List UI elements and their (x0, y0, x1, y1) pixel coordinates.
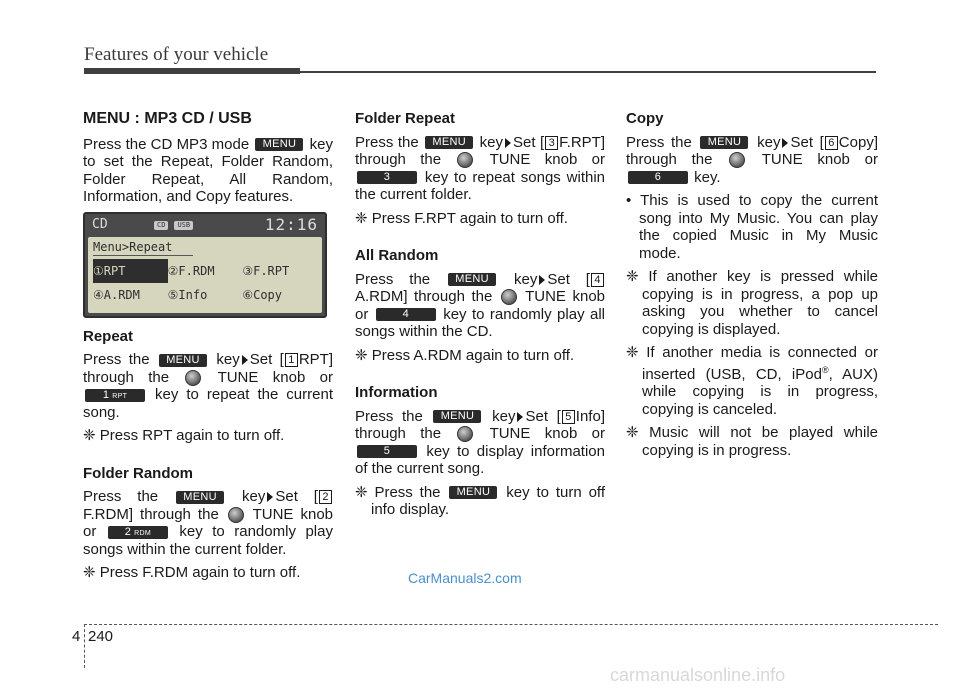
folder-repeat-heading: Folder Repeat (355, 110, 456, 127)
screen-row-2 (93, 283, 317, 307)
tune-knob-icon (501, 289, 517, 305)
tune-knob-icon (228, 507, 244, 523)
column-3 (626, 110, 878, 465)
screen-item-rpt: ①RPT (93, 259, 168, 283)
number-2-icon: 2 (319, 490, 332, 504)
arrow-right-icon (267, 492, 273, 502)
menu-key-icon: MENU (700, 136, 748, 149)
folder-random-note: ❈ Press F.RDM again to turn off. (83, 564, 301, 581)
screen-usb-tag: USB (174, 221, 193, 230)
header-rule (300, 71, 876, 73)
copy-bullet: • This is used to copy the current song into My Music. You can play the copied Music in My Music mode. (626, 192, 878, 262)
menu-key-icon: MENU (433, 410, 481, 423)
menu-key-icon: MENU (425, 136, 473, 149)
menu-key-icon: MENU (159, 354, 207, 367)
screen-clock: 12:16 (264, 215, 318, 235)
chapter-number: 4 (72, 628, 81, 645)
copy-note-3: ❈ Music will not be played while copying is in progress. (626, 424, 878, 459)
number-1-icon: 1 (285, 353, 298, 367)
menu-key-icon: MENU (255, 138, 303, 151)
folder-random-paragraph: Press the MENU key Set [ 2 F.RDM] through the TUNE knob or 2 RDM key to randomly play songs within the current folder. (83, 488, 334, 558)
header-title: Features of your vehicle (84, 44, 269, 65)
tune-knob-icon (457, 426, 473, 442)
section-title: MENU : MP3 CD / USB (83, 110, 252, 127)
number-6-icon: 6 (825, 136, 838, 150)
registered-mark: ® (821, 364, 829, 375)
menu-key-icon: MENU (176, 491, 224, 504)
copy-heading: Copy (626, 110, 664, 127)
arrow-right-icon (517, 412, 523, 422)
arrow-right-icon (242, 355, 248, 365)
column-2 (355, 110, 605, 525)
repeat-note: ❈ Press RPT again to turn off. (83, 427, 285, 444)
column-1 (83, 110, 333, 588)
copy-note-1: ❈ If another key is pressed while copying is in progress, a pop up asking you whether to cancel copying is displayed. (626, 268, 878, 338)
preset-1-rpt-icon: 1 RPT (85, 389, 145, 402)
screen-item-frdm: ②F.RDM (167, 263, 215, 278)
header-bar (84, 68, 300, 74)
arrow-right-icon (782, 138, 788, 148)
folder-random-heading: Folder Random (83, 464, 194, 482)
repeat-heading: Repeat (83, 327, 134, 345)
watermark-link[interactable]: CarManuals2.com (408, 570, 522, 586)
repeat-paragraph: Press the MENU key Set [ 1 RPT] through the TUNE knob or 1 RPT key to repeat the current song. (83, 351, 333, 421)
number-5-icon: 5 (562, 410, 575, 424)
all-random-paragraph: Press the MENU key Set [ 4 A.RDM] through the TUNE knob or 4 key to randomly play all songs within the CD. (355, 270, 606, 340)
menu-key-icon: MENU (448, 273, 496, 286)
screen-status-bar (88, 217, 322, 234)
screen-item-frpt: ③F.RPT (242, 263, 290, 278)
preset-6-icon: 6 (628, 171, 688, 184)
audio-screen-image (83, 212, 327, 318)
screen-row-1 (93, 259, 317, 283)
information-heading: Information (355, 384, 438, 401)
tune-knob-icon (185, 370, 201, 386)
copy-paragraph: Press the MENU key Set [ 6 Copy] through the TUNE knob or 6 key. (626, 133, 878, 186)
all-random-note: ❈ Press A.RDM again to turn off. (355, 346, 575, 364)
screen-lcd (88, 237, 322, 313)
tune-knob-icon (729, 152, 745, 168)
screen-item-info: ⑤Info (167, 287, 208, 302)
information-paragraph: Press the MENU key Set [ 5 Info] through the TUNE knob or 5 key to display information of the current song. (355, 407, 605, 477)
information-note: ❈ Press the MENU key to turn off info display. (355, 483, 605, 518)
number-4-icon: 4 (591, 273, 604, 287)
preset-2-rdm-icon: 2 RDM (108, 526, 168, 539)
arrow-right-icon (505, 138, 511, 148)
footer-rule (84, 624, 938, 625)
preset-4-icon: 4 (376, 308, 436, 321)
menu-key-icon: MENU (449, 486, 497, 499)
copy-note-2: ❈ If another media is connected or inserted (USB, CD, iPod®, AUX) while copying is in progress, copying is canceled. (626, 344, 878, 418)
number-3-icon: 3 (545, 136, 558, 150)
screen-item-copy: ⑥Copy (242, 287, 282, 302)
site-watermark: carmanualsonline.info (610, 665, 786, 685)
preset-3-icon: 3 (357, 171, 417, 184)
arrow-right-icon (539, 275, 545, 285)
screen-menu-title: Menu>Repeat (93, 240, 193, 256)
page-number: 240 (88, 628, 114, 645)
screen-source: CD (92, 217, 108, 233)
folder-repeat-paragraph: Press the MENU key Set [ 3 F.RPT] through the TUNE knob or 3 key to repeat songs within the current folder. (355, 133, 606, 203)
all-random-heading: All Random (355, 247, 439, 264)
preset-5-icon: 5 (357, 445, 417, 458)
intro-paragraph: Press the CD MP3 mode MENU key to set the Repeat, Folder Random, Folder Repeat, All Random, Information, and Copy features. (83, 135, 334, 205)
tune-knob-icon (457, 152, 473, 168)
footer-divider (84, 624, 85, 668)
screen-item-ardm: ④A.RDM (93, 287, 140, 302)
screen-cd-tag: CD (154, 221, 168, 230)
folder-repeat-note: ❈ Press F.RPT again to turn off. (355, 209, 568, 227)
